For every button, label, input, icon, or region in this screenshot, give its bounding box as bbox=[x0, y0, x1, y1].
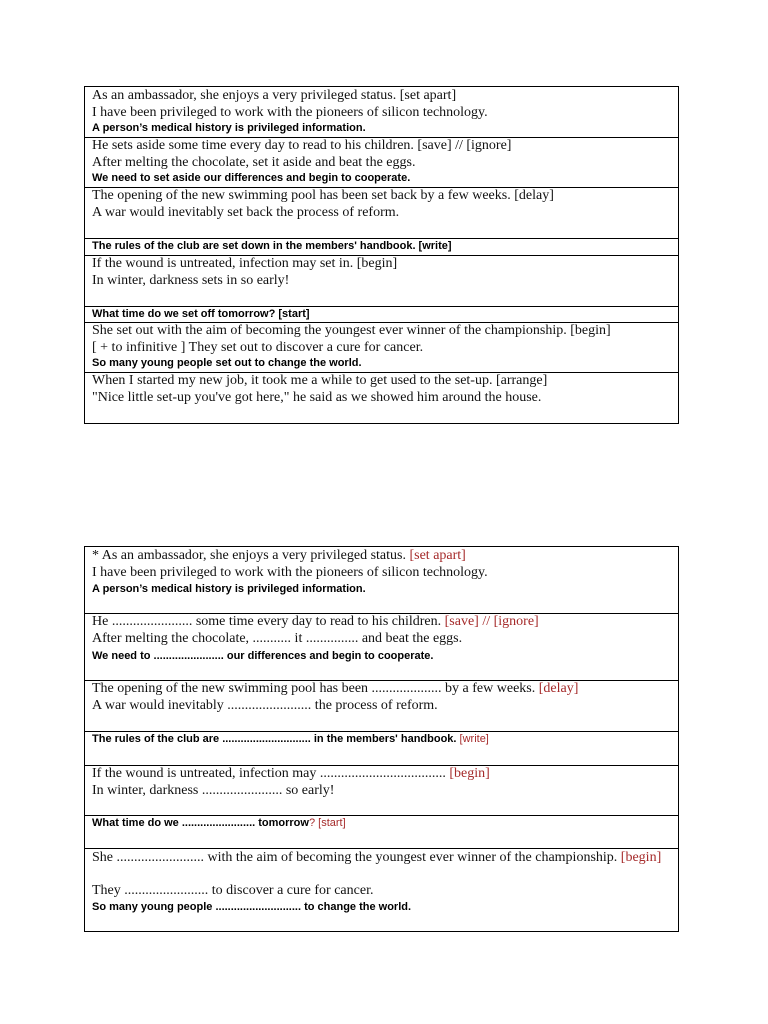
sentence: I have been privileged to work with the pioneers of silicon technology. bbox=[92, 105, 488, 120]
sentence bbox=[92, 681, 672, 697]
sentence: After melting the chocolate, set it aside and beat the eggs. bbox=[92, 155, 416, 170]
exercise-table bbox=[84, 546, 679, 932]
table-row bbox=[85, 256, 678, 307]
sentence: We need to ....................... our differences and begin to cooperate. bbox=[92, 650, 434, 662]
sentence: A person’s medical history is privileged information. bbox=[92, 583, 366, 595]
table-row bbox=[85, 323, 678, 373]
table-row bbox=[85, 547, 678, 614]
sentence-text: * As an ambassador, she enjoys a very privileged status. bbox=[92, 548, 410, 563]
table-row bbox=[85, 188, 678, 239]
sentence: So many young people ............................ to change the world. bbox=[92, 901, 412, 913]
sentence: If the wound is untreated, infection may set in. [begin] bbox=[92, 256, 398, 271]
sentence bbox=[92, 733, 672, 745]
sentence: In winter, darkness sets in so early! bbox=[92, 273, 290, 288]
table-row bbox=[85, 614, 678, 681]
sentence: A war would inevitably set back the process of reform. bbox=[92, 205, 400, 220]
sentence bbox=[92, 817, 672, 829]
sentence: "Nice little set-up you've got here," he said as we showed him around the house. bbox=[92, 390, 542, 405]
sentence: The rules of the club are set down in the members' handbook. [write] bbox=[92, 240, 452, 252]
sentence: So many young people set out to change the world. bbox=[92, 357, 362, 369]
sentence: After melting the chocolate, ........... it ............... and beat the eggs. bbox=[92, 631, 463, 646]
table-row bbox=[85, 849, 678, 931]
table-row bbox=[85, 766, 678, 816]
table-row bbox=[85, 87, 678, 138]
sentence bbox=[92, 850, 672, 866]
answer-table bbox=[84, 86, 679, 424]
sentence-text: What time do we ........................ tomorrow bbox=[92, 817, 309, 829]
sentence-text: The opening of the new swimming pool has been .................... by a few weeks. bbox=[92, 681, 539, 696]
hint-tag: [begin] bbox=[620, 850, 662, 865]
sentence: The opening of the new swimming pool has been set back by a few weeks. [delay] bbox=[92, 188, 554, 203]
sentence: They ........................ to discover a cure for cancer. bbox=[92, 883, 374, 898]
sentence: When I started my new job, it took me a while to get used to the set-up. [arrange] bbox=[92, 373, 548, 388]
hint-tag: [begin] bbox=[449, 766, 490, 781]
sentence: A war would inevitably ........................ the process of reform. bbox=[92, 698, 438, 713]
sentence bbox=[92, 614, 672, 630]
sentence-text: The rules of the club are ............................. in the members' handbook. bbox=[92, 733, 460, 745]
sentence-text: If the wound is untreated, infection may .................................... bbox=[92, 766, 450, 781]
hint-tag: [write] bbox=[459, 733, 489, 745]
sentence bbox=[92, 766, 672, 782]
sentence-text: He ....................... some time every day to read to his children. bbox=[92, 614, 445, 629]
sentence: [ + to infinitive ] They set out to discover a cure for cancer. bbox=[92, 340, 424, 355]
sentence: He sets aside some time every day to read to his children. [save] // [ignore] bbox=[92, 138, 512, 153]
hint-tag: [delay] bbox=[538, 681, 579, 696]
table-row bbox=[85, 307, 678, 323]
hint-tag: [set apart] bbox=[409, 548, 466, 563]
hint-tag: ? [start] bbox=[308, 817, 346, 829]
table-row bbox=[85, 138, 678, 188]
table-row bbox=[85, 816, 678, 849]
table-row bbox=[85, 373, 678, 424]
sentence-text: She ......................... with the aim of becoming the youngest ever winner of the championship. bbox=[92, 850, 621, 865]
sentence: I have been privileged to work with the pioneers of silicon technology. bbox=[92, 565, 488, 580]
table-row bbox=[85, 732, 678, 766]
sentence: As an ambassador, she enjoys a very privileged status. [set apart] bbox=[92, 88, 457, 103]
hint-tag: [save] // [ignore] bbox=[444, 614, 539, 629]
sentence: In winter, darkness ....................... so early! bbox=[92, 783, 335, 798]
sentence: A person’s medical history is privileged information. bbox=[92, 122, 366, 134]
sentence bbox=[92, 548, 672, 564]
table-row bbox=[85, 681, 678, 732]
sentence: We need to set aside our differences and begin to cooperate. bbox=[92, 172, 411, 184]
table-row bbox=[85, 239, 678, 256]
sentence: What time do we set off tomorrow? [start] bbox=[92, 308, 310, 320]
sentence: She set out with the aim of becoming the youngest ever winner of the championship. [begin] bbox=[92, 323, 611, 338]
